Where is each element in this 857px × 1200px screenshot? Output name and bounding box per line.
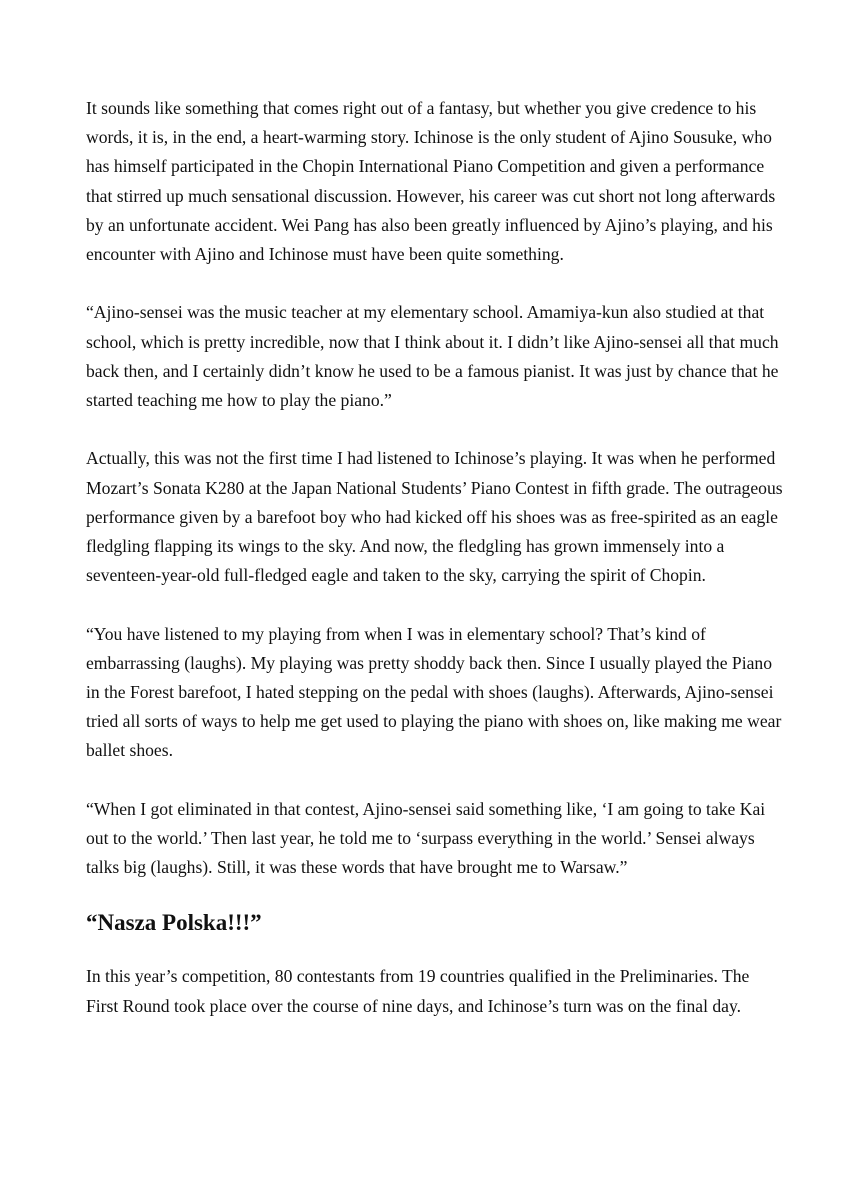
article-page [86, 94, 786, 1021]
paragraph-mozart-sonata: Actually, this was not the first time I had listened to Ichinose’s playing. It was when he performed Mozart’s Sonata K280 at the Japan National Students’ Piano Contest in fifth grade. The outrageous performance given by a barefoot boy who had kicked off his shoes was as free-spirited as an eagle fledgling flapping its wings to the sky. And now, the fledgling has grown immensely into a seventeen-year-old full-fledged eagle and taken to the sky, carrying the spirit of Chopin. [86, 448, 783, 586]
paragraph-ajino-story: It sounds like something that comes right out of a fantasy, but whether you give credence to his words, it is, in the end, a heart-warming story. Ichinose is the only student of Ajino Sousuke, who has himself participated in the Chopin International Piano Competition and given a performance that stirred up much sensational discussion. However, his career was cut short not long afterwards by an unfortunate accident. Wei Pang has also been greatly influenced by Ajino’s playing, and his encounter with Ajino and Ichinose must have been quite something. [86, 98, 776, 265]
paragraph-warsaw-quote: “When I got eliminated in that contest, Ajino-sensei said something like, ‘I am going to take Kai out to the world.’ Then last year, he told me to ‘surpass everything in the world.’ Sensei always talks big (laughs). Still, it was these words that have brought me to Warsaw.” [86, 798, 766, 878]
section-heading: “Nasza Polska!!!” [86, 910, 262, 936]
paragraph-barefoot-quote: “You have listened to my playing from when I was in elementary school? That’s kind of embarrassing (laughs). My playing was pretty shoddy back then. Since I usually played the Piano in the Forest barefoot, I hated stepping on the pedal with shoes (laughs). Afterwards, Ajino-sensei tried all sorts of ways to help me get used to playing the piano with shoes on, like making me wear ballet shoes. [86, 623, 782, 761]
paragraph-first-round: In this year’s competition, 80 contestants from 19 countries qualified in the Preliminaries. The First Round took place over the course of nine days, and Ichinose’s turn was on the final day. [86, 966, 750, 1016]
paragraph-music-teacher-quote: “Ajino-sensei was the music teacher at my elementary school. Amamiya-kun also studied at that school, which is pretty incredible, now that I think about it. I didn’t like Ajino-sensei all that much back then, and I certainly didn’t know he used to be a famous pianist. It was just by chance that he started teaching me how to play the piano.” [86, 302, 779, 411]
